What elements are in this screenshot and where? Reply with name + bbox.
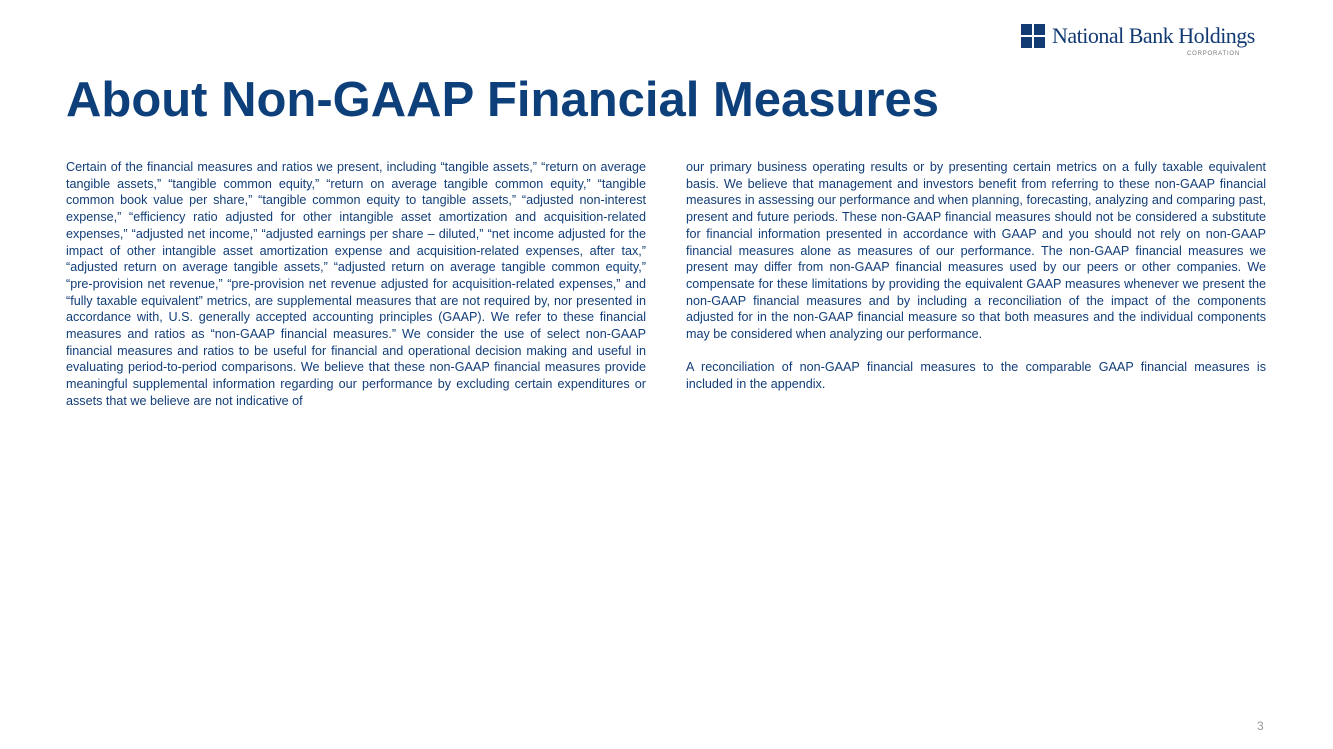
page-title: About Non-GAAP Financial Measures <box>66 73 940 127</box>
four-square-grid-icon <box>1021 24 1046 49</box>
body-paragraph: our primary business operating results or by presenting certain metrics on a fully taxable equivalent basis. We believe that management and investors benefit from referring to these non-GAAP financial measures in assessing our performance and when planning, forecasting, analyzing and comparing past, present and future periods. These non-GAAP financial measures should not be considered a substitute for financial information presented in accordance with GAAP and you should not rely on non-GAAP financial measures alone as measures of our performance. The non-GAAP financial measures we present may differ from non-GAAP financial measures used by our peers or other companies. We compensate for these limitations by providing the equivalent GAAP measures whenever we present the non-GAAP financial measures and by including a reconciliation of the impact of the components adjusted for in the non-GAAP financial measure so that both measures and the individual components may be considered when analyzing our performance. <box>686 160 1266 342</box>
page-number: 3 <box>1257 719 1264 733</box>
logo-company-name: National Bank Holdings <box>1052 23 1255 48</box>
left-text-column <box>66 159 646 410</box>
body-paragraph: Certain of the financial measures and ratios we present, including “tangible assets,” “return on average tangible assets,” “tangible common equity,” “return on average tangible common equity,” “tangible common book value per share,” “tangible common equity to tangible assets,” “adjusted non-interest expense,” “efficiency ratio adjusted for other intangible asset amortization and acquisition-related expenses,” “adjusted net income,” “adjusted earnings per share – diluted,” “net income adjusted for the impact of other intangible asset amortization expense and acquisition-related expenses, after tax,” “adjusted return on average tangible assets,” “adjusted return on average tangible common equity,” “pre-provision net revenue,” “pre-provision net revenue adjusted for acquisition-related expenses,” and “fully taxable equivalent” metrics, are supplemental measures that are not required by, nor presented in accordance with, U.S. generally accepted accounting principles (GAAP). We refer to these financial measures and ratios as “non-GAAP financial measures.” We consider the use of select non-GAAP financial measures and ratios to be useful for financial and operational decision making and useful in evaluating period-to-period comparisons. We believe that these non-GAAP financial measures provide meaningful supplemental information regarding our performance by excluding certain expenditures or assets that we believe are not indicative of <box>66 160 646 408</box>
logo-subtitle: CORPORATION <box>1187 51 1241 57</box>
company-logo <box>1020 22 1270 58</box>
right-text-column <box>686 159 1266 393</box>
body-paragraph: A reconciliation of non-GAAP financial measures to the comparable GAAP financial measures is included in the appendix. <box>686 360 1266 392</box>
